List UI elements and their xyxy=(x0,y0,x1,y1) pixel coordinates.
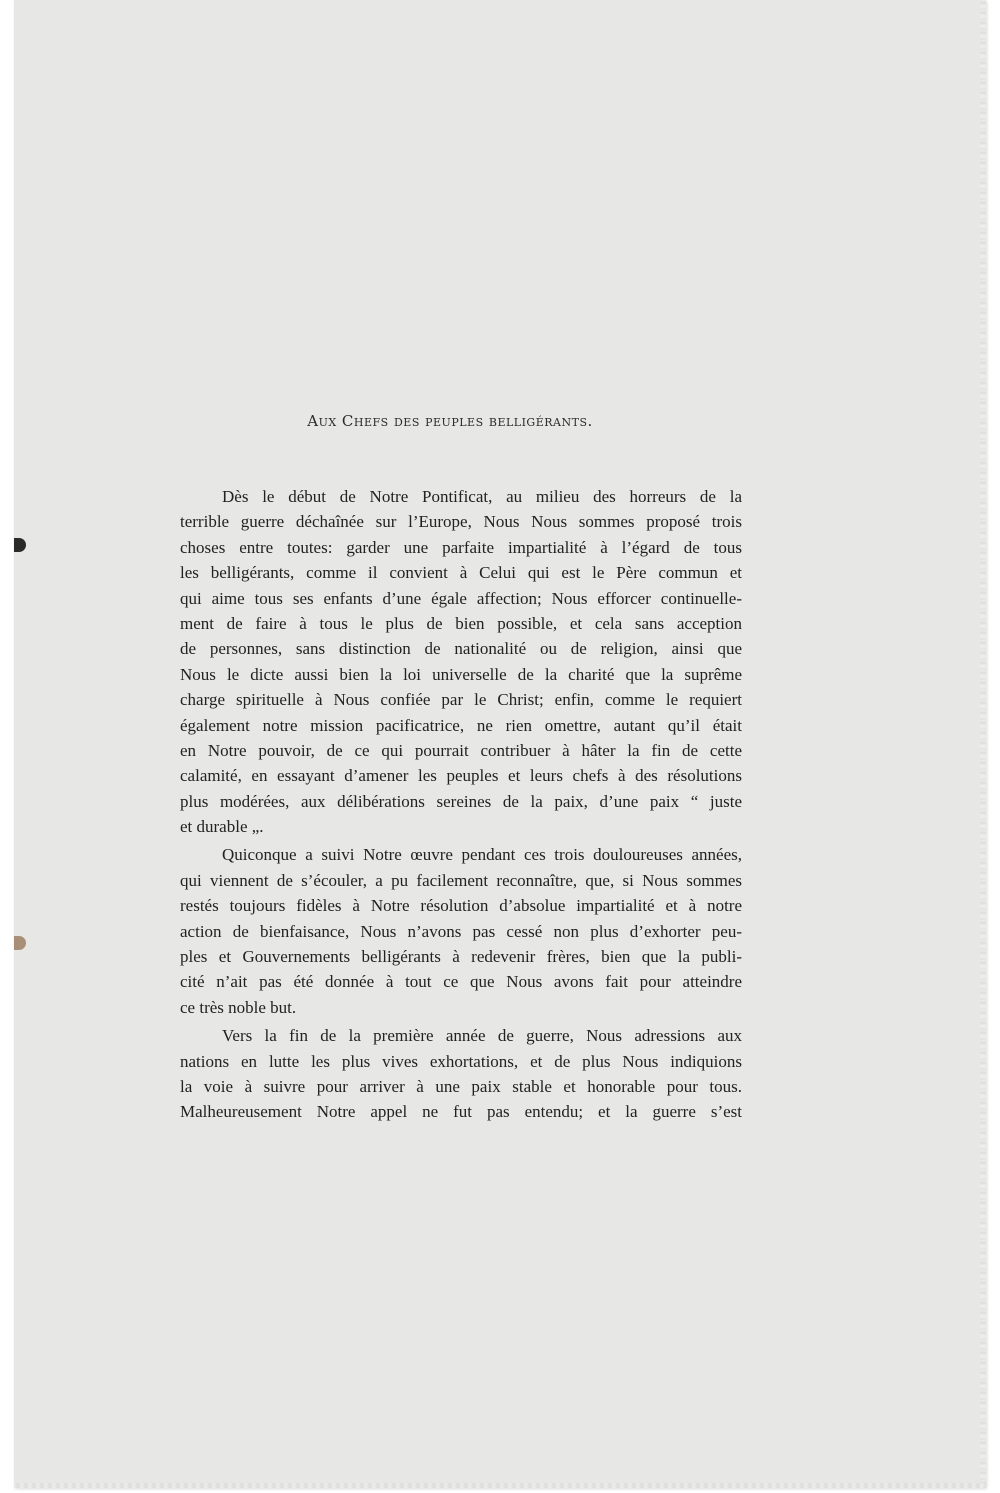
text-line: et durable „. xyxy=(180,817,264,837)
text-line: qui aime tous ses enfants d’une égale affection; Nous efforcer continuelle- xyxy=(180,588,742,608)
document-title: Aux Chefs des peuples belligérants. xyxy=(307,412,593,430)
text-line: qui viennent de s’écouler, a pu facilement reconnaître, que, si Nous sommes xyxy=(180,870,742,890)
text-line: ce très noble but. xyxy=(180,997,297,1017)
body-text xyxy=(180,484,742,1125)
text-line: restés toujours fidèles à Notre résolution d’absolue impartialité et à notre xyxy=(180,896,742,916)
text-line: Quiconque a suivi Notre œuvre pendant ces trois douloureuses années, xyxy=(222,845,742,865)
text-line: de personnes, sans distinction de nationalité ou de religion, ainsi que xyxy=(180,639,742,659)
text-line: choses entre toutes: garder une parfaite impartialité à l’égard de tous xyxy=(180,537,742,557)
text-line: la voie à suivre pour arriver à une paix stable et honorable pour tous. xyxy=(180,1076,742,1096)
binding-hole-top xyxy=(14,538,26,552)
text-line: Dès le début de Notre Pontificat, au milieu des horreurs de la xyxy=(222,487,742,506)
text-line: nations en lutte les plus vives exhortations, et de plus Nous indiquions xyxy=(180,1051,742,1071)
text-line: également notre mission pacificatrice, ne rien omettre, autant qu’il était xyxy=(180,715,742,735)
text-line: Vers la fin de la première année de guerre, Nous adressions aux xyxy=(222,1026,742,1046)
deckle-edge-right xyxy=(980,0,986,1488)
text-line: Malheureusement Notre appel ne fut pas entendu; et la guerre s’est xyxy=(180,1102,742,1122)
text-line: cité n’ait pas été donnée à tout ce que Nous avons fait pour atteindre xyxy=(180,972,742,992)
text-line: ples et Gouvernements belligérants à redevenir frères, bien que la publi- xyxy=(180,947,742,967)
text-line: terrible guerre déchaînée sur l’Europe, Nous Nous sommes proposé trois xyxy=(180,512,742,532)
text-line: Nous le dicte aussi bien la loi universelle de la charité que la suprême xyxy=(180,664,742,684)
binding-hole-bottom xyxy=(14,936,26,950)
text-line: plus modérées, aux délibérations sereines de la paix, d’une paix “ juste xyxy=(180,791,742,811)
paper-sheet xyxy=(14,0,986,1488)
text-line: ment de faire à tous le plus de bien possible, et cela sans acception xyxy=(180,613,742,633)
text-line: en Notre pouvoir, de ce qui pourrait contribuer à hâter la fin de cette xyxy=(180,740,742,760)
text-line: action de bienfaisance, Nous n’avons pas cessé non plus d’exhorter peu- xyxy=(180,921,742,941)
deckle-edge-bottom xyxy=(14,1483,986,1488)
text-line: les belligérants, comme il convient à Celui qui est le Père commun et xyxy=(180,563,742,583)
text-line: charge spirituelle à Nous confiée par le Christ; enfin, comme le requiert xyxy=(180,690,742,710)
text-line: calamité, en essayant d’amener les peuples et leurs chefs à des résolutions xyxy=(180,766,742,786)
